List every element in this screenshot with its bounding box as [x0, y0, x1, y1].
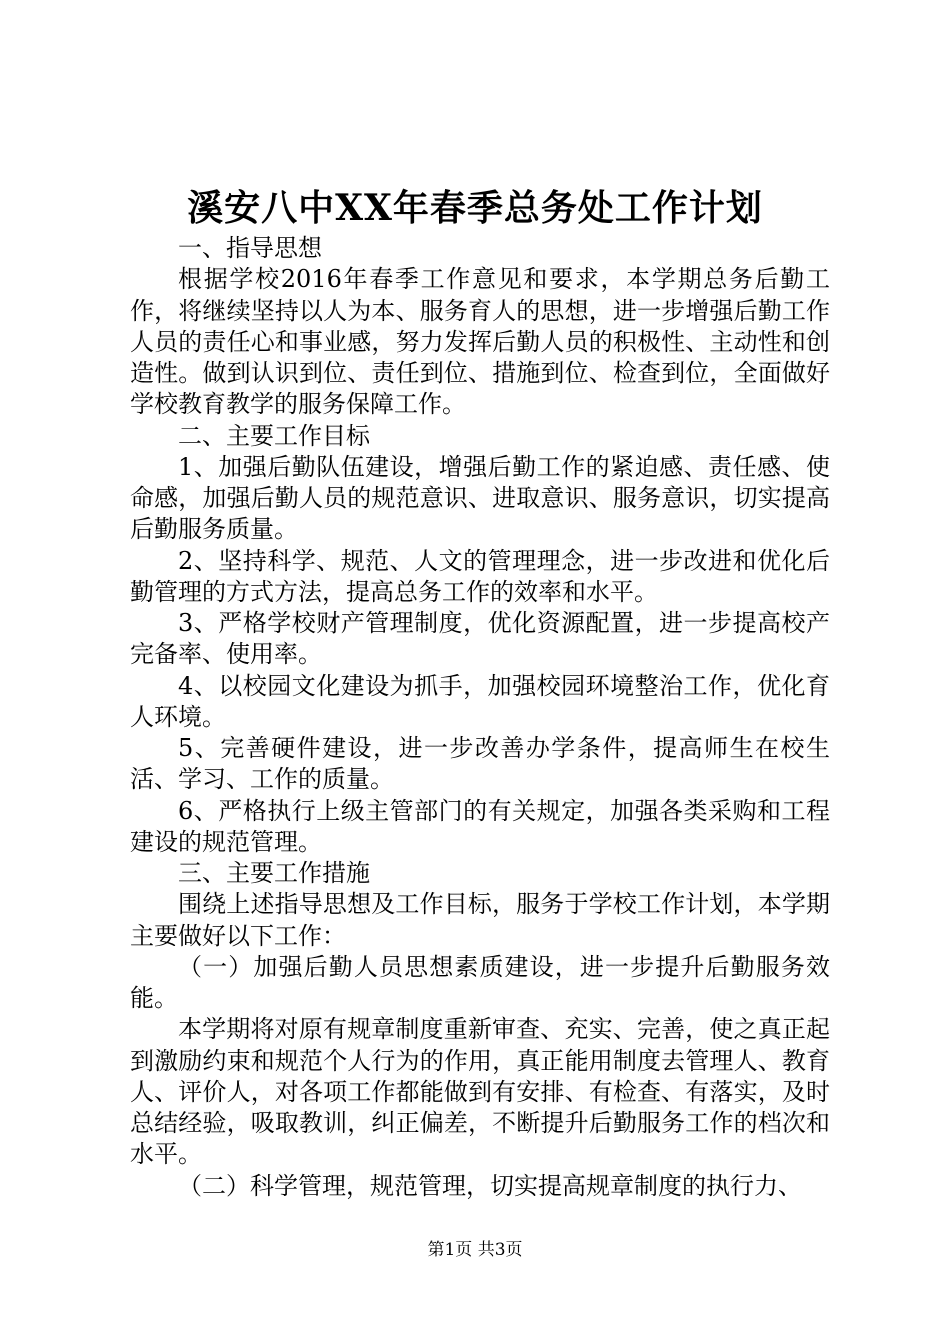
document-body	[130, 233, 830, 1202]
goal-item-3: 3、严格学校财产管理制度，优化资源配置，进一步提高校产完备率、使用率。	[130, 609, 830, 669]
paragraph-1: 根据学校2016年春季工作意见和要求，本学期总务后勤工作，将继续坚持以人为本、服务育人的思想，进一步增强后勤工作人员的责任心和事业感，努力发挥后勤人员的积极性、主动性和创造性。做到认识到位、责任到位、措施到位、检查到位，全面做好学校教育教学的服务保障工作。	[130, 265, 830, 419]
paragraph-intro-measures: 围绕上述指导思想及工作目标，服务于学校工作计划，本学期主要做好以下工作：	[130, 890, 830, 950]
subsection-heading-1: （一）加强后勤人员思想素质建设，进一步提升后勤服务效能。	[130, 952, 830, 1012]
goal-item-5: 5、完善硬件建设，进一步改善办学条件，提高师生在校生活、学习、工作的质量。	[130, 734, 830, 794]
paragraph-measure-1: 本学期将对原有规章制度重新审查、充实、完善，使之真正起到激励约束和规范个人行为的作用，真正能用制度去管理人、教育人、评价人，对各项工作都能做到有安排、有检查、有落实，及时总结经验，吸取教训，纠正偏差，不断提升后勤服务工作的档次和水平。	[130, 1015, 830, 1169]
section-heading-2: 二、主要工作目标	[178, 421, 370, 450]
section-heading-1: 一、指导思想	[178, 234, 322, 262]
document-title: 溪安八中XX年春季总务处工作计划	[187, 187, 763, 229]
subsection-heading-2: （二）科学管理，规范管理，切实提高规章制度的执行力、	[178, 1171, 802, 1200]
page-footer: 第1页 共3页	[427, 1240, 523, 1260]
goal-item-2: 2、坚持科学、规范、人文的管理理念，进一步改进和优化后勤管理的方式方法，提高总务工作的效率和水平。	[130, 546, 830, 606]
goal-item-6: 6、严格执行上级主管部门的有关规定，加强各类采购和工程建设的规范管理。	[130, 796, 830, 856]
goal-item-4: 4、以校园文化建设为抓手，加强校园环境整治工作，优化育人环境。	[130, 671, 830, 731]
section-heading-3: 三、主要工作措施	[178, 859, 370, 887]
goal-item-1: 1、加强后勤队伍建设，增强后勤工作的紧迫感、责任感、使命感，加强后勤人员的规范意识、进取意识、服务意识，切实提高后勤服务质量。	[130, 452, 830, 544]
